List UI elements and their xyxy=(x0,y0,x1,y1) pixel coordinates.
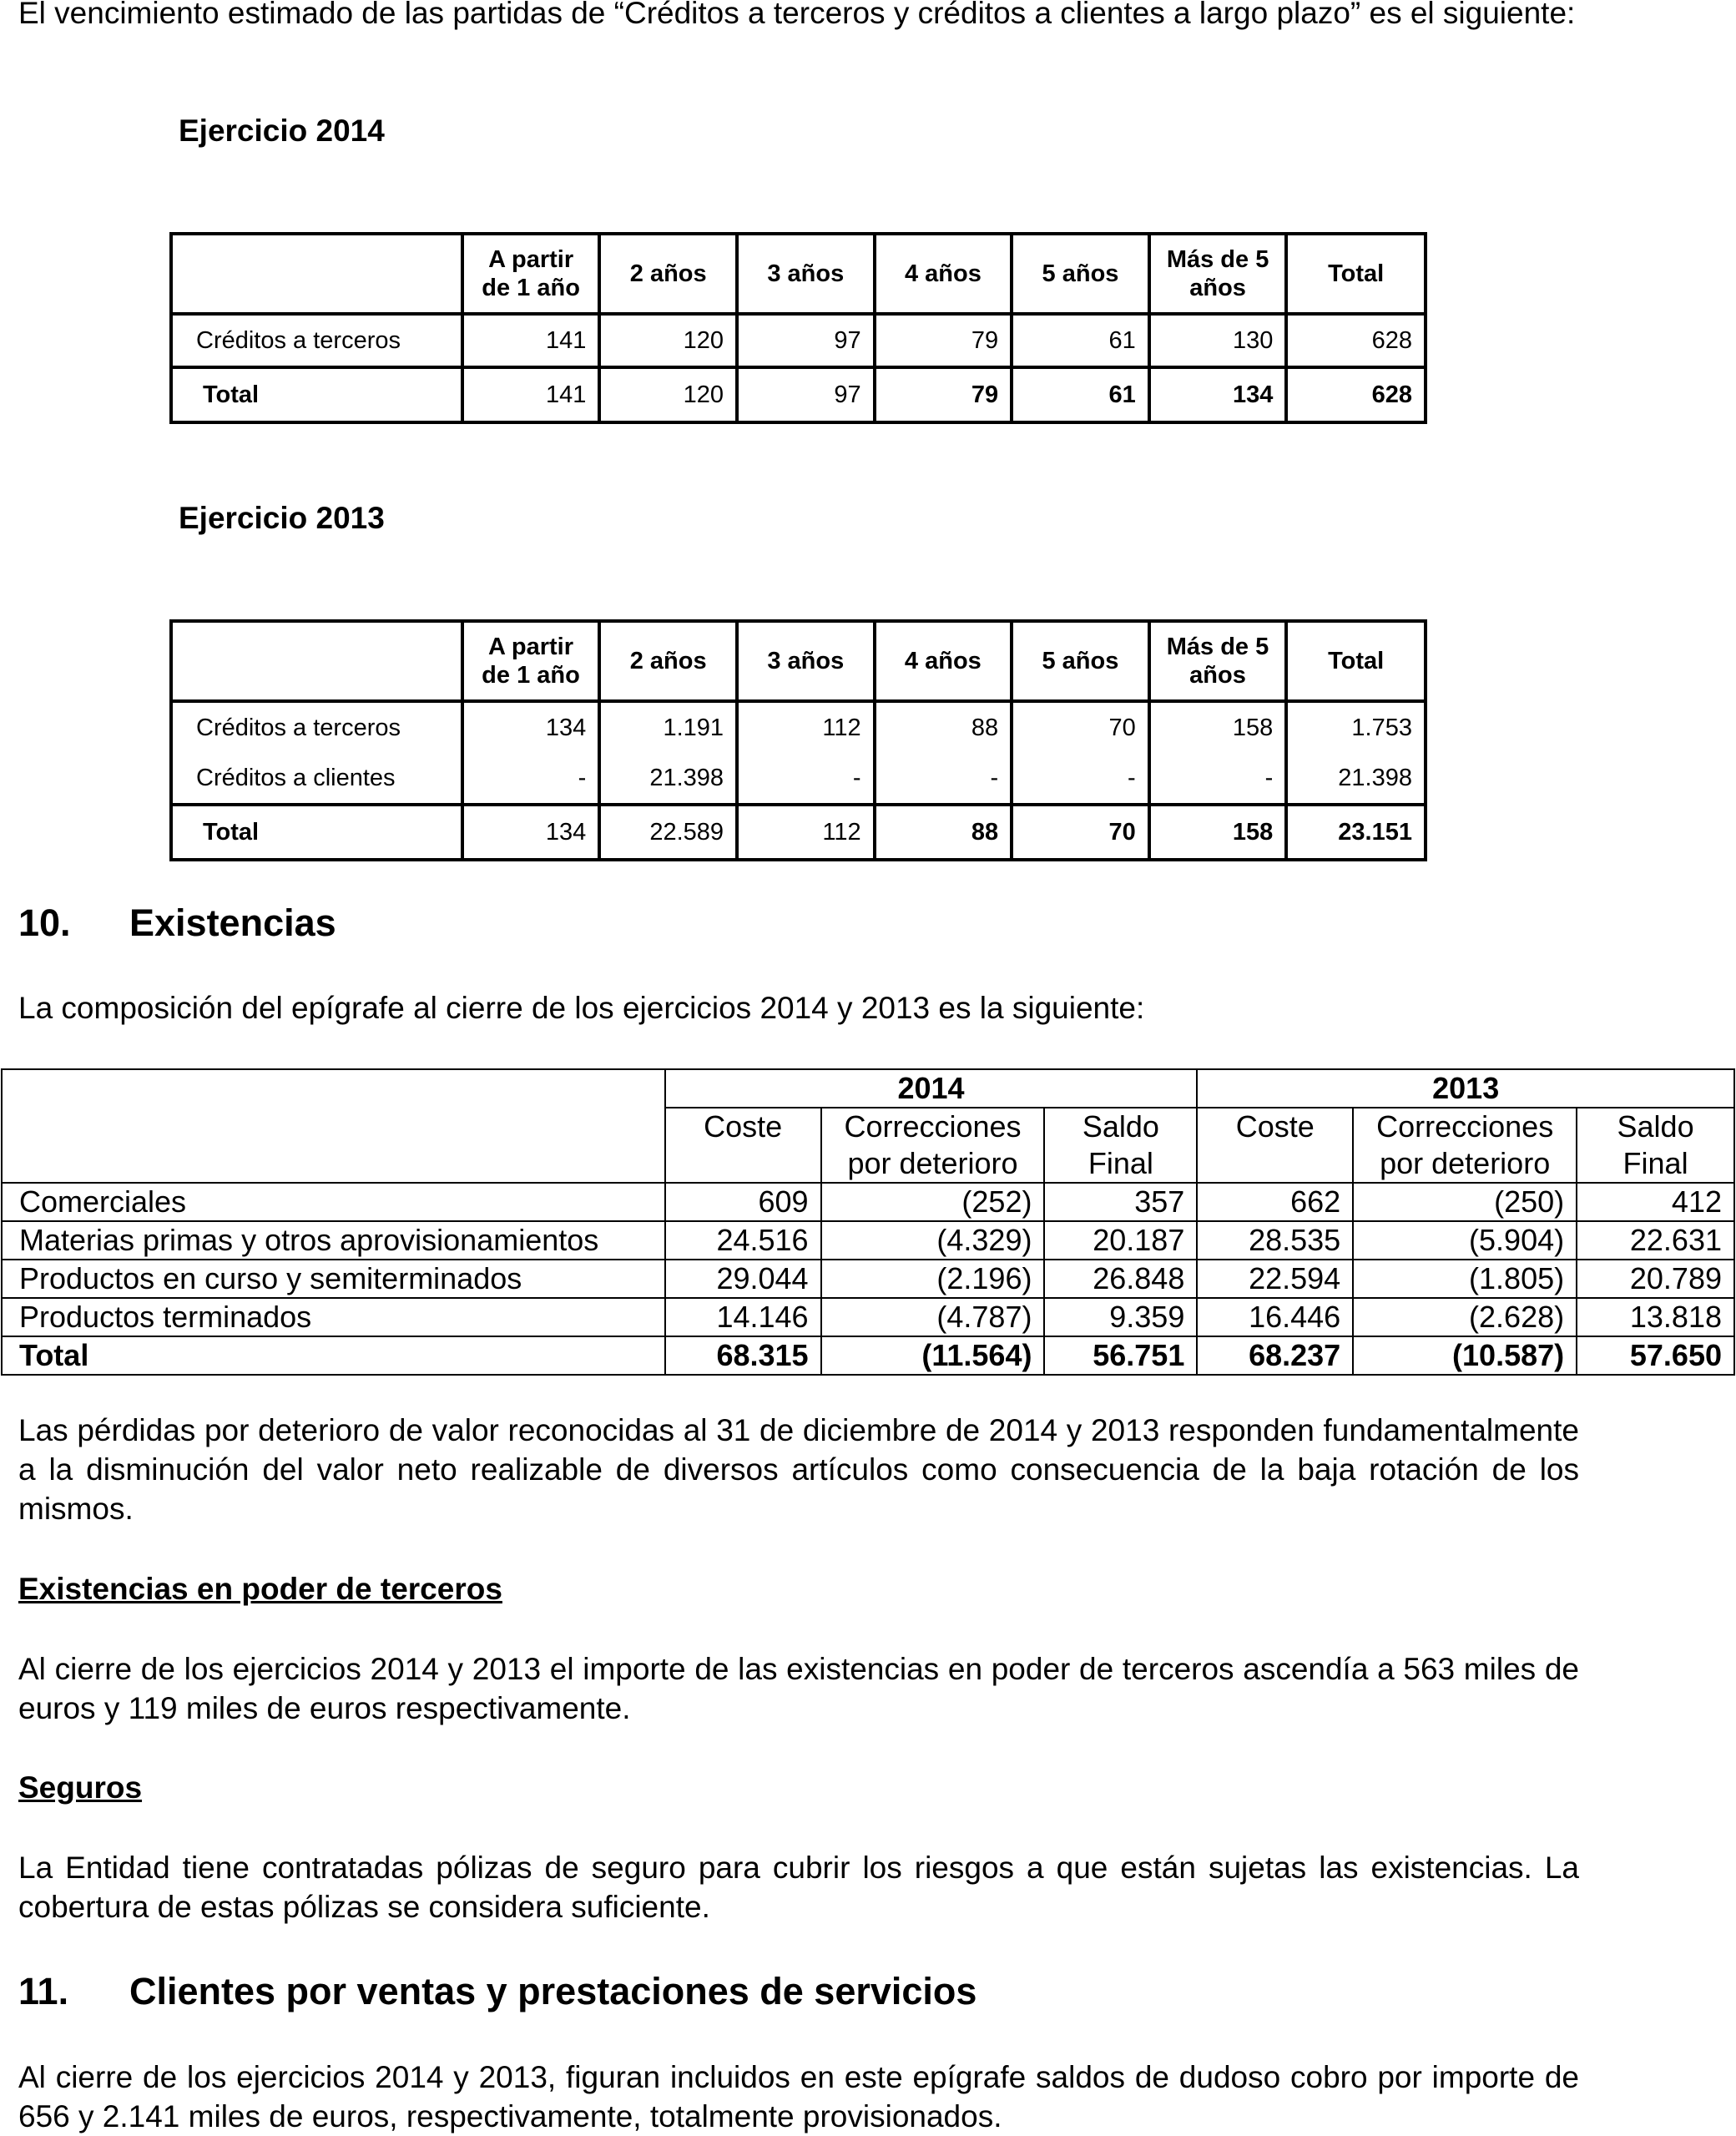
table-cell: 28.535 xyxy=(1197,1221,1353,1260)
intro-paragraph: El vencimiento estimado de las partidas de “Créditos a terceros y créditos a clientes a largo plazo” es el siguiente: xyxy=(18,0,1576,30)
row-label: Materias primas y otros aprovisionamientos xyxy=(2,1221,665,1260)
table-cell: 24.516 xyxy=(665,1221,821,1260)
table-cell: 21.398 xyxy=(599,753,737,805)
column-header: Total xyxy=(1286,234,1426,314)
total-cell: 628 xyxy=(1286,367,1426,422)
existencias-table xyxy=(1,1068,1735,1376)
table-cell: 141 xyxy=(462,314,600,367)
column-header: 3 años xyxy=(737,234,875,314)
column-header: 5 años xyxy=(1012,234,1149,314)
table-cell: 134 xyxy=(462,701,600,753)
section-10-intro: La composición del epígrafe al cierre de los ejercicios 2014 y 2013 es la siguiente: xyxy=(18,991,1145,1025)
total-label: Total xyxy=(2,1336,665,1375)
total-cell: 97 xyxy=(737,367,875,422)
column-header: Más de 5 años xyxy=(1149,234,1287,314)
table-cell: - xyxy=(1149,753,1287,805)
table-cell: 609 xyxy=(665,1183,821,1221)
table-cell: 1.191 xyxy=(599,701,737,753)
year-header: 2013 xyxy=(1197,1069,1734,1108)
seguros-heading: Seguros xyxy=(18,1770,143,1805)
total-cell: 61 xyxy=(1012,367,1149,422)
seguros-paragraph: La Entidad tiene contratadas pólizas de seguro para cubrir los riesgos a que están sujetas las existencias. La cobertura de estas pólizas se considera suficiente. xyxy=(18,1851,1579,1924)
total-cell: 141 xyxy=(462,367,600,422)
maturity-table-2013 xyxy=(169,619,1427,861)
table-cell: 13.818 xyxy=(1577,1298,1734,1336)
section-title: Clientes por ventas y prestaciones de servicios xyxy=(129,1970,977,2012)
table-cell: 21.398 xyxy=(1286,753,1426,805)
table-cell: 26.848 xyxy=(1044,1260,1197,1298)
column-header: 4 años xyxy=(875,234,1012,314)
table-cell: (2.628) xyxy=(1353,1298,1577,1336)
ejercicio-2013-title: Ejercicio 2013 xyxy=(179,501,385,535)
table-cell: - xyxy=(1012,753,1149,805)
total-cell: 158 xyxy=(1149,805,1287,860)
column-header xyxy=(171,621,462,701)
row-label: Productos en curso y semiterminados xyxy=(2,1260,665,1298)
column-header: Coste xyxy=(665,1108,821,1183)
table-cell: 112 xyxy=(737,701,875,753)
row-label: Productos terminados xyxy=(2,1298,665,1336)
total-row xyxy=(171,367,1426,422)
total-cell: (11.564) xyxy=(821,1336,1045,1375)
table-cell: 14.146 xyxy=(665,1298,821,1336)
row-label: Créditos a terceros xyxy=(171,701,462,753)
terceros-paragraph: Al cierre de los ejercicios 2014 y 2013 el importe de las existencias en poder de terceros ascendía a 563 miles de euros y 119 miles de euros respectivamente. xyxy=(18,1652,1579,1725)
table-cell: 1.753 xyxy=(1286,701,1426,753)
column-header: 5 años xyxy=(1012,621,1149,701)
table-cell: 20.187 xyxy=(1044,1221,1197,1260)
table-cell: 16.446 xyxy=(1197,1298,1353,1336)
column-header xyxy=(171,234,462,314)
year-header-row xyxy=(2,1069,1734,1108)
total-cell: 112 xyxy=(737,805,875,860)
table-row xyxy=(171,314,1426,367)
column-header: A partir de 1 año xyxy=(462,621,600,701)
total-cell: 88 xyxy=(875,805,1012,860)
table-header-row xyxy=(171,234,1426,314)
table-cell: (4.329) xyxy=(821,1221,1045,1260)
table-cell: 20.789 xyxy=(1577,1260,1734,1298)
table-row xyxy=(2,1260,1734,1298)
total-cell: 134 xyxy=(462,805,600,860)
table-cell: - xyxy=(462,753,600,805)
table-cell: 130 xyxy=(1149,314,1287,367)
ejercicio-2014-title: Ejercicio 2014 xyxy=(179,114,385,148)
column-header: Saldo Final xyxy=(1044,1108,1197,1183)
table-cell: 357 xyxy=(1044,1183,1197,1221)
deterioro-paragraph: Las pérdidas por deterioro de valor reconocidas al 31 de diciembre de 2014 y 2013 responden fundamentalmente a la disminución del valor neto realizable de diversos artículos como consecuencia de la baja rotación de los mismos. xyxy=(18,1413,1579,1526)
table-cell: (252) xyxy=(821,1183,1045,1221)
section-11-heading xyxy=(18,1970,976,2013)
column-header: Más de 5 años xyxy=(1149,621,1287,701)
table-cell: 628 xyxy=(1286,314,1426,367)
table-cell: 61 xyxy=(1012,314,1149,367)
table-cell: 29.044 xyxy=(665,1260,821,1298)
section-10-heading xyxy=(18,901,336,945)
column-header: Correcciones por deterioro xyxy=(821,1108,1045,1183)
table-cell: (2.196) xyxy=(821,1260,1045,1298)
total-cell: 57.650 xyxy=(1577,1336,1734,1375)
total-row xyxy=(171,805,1426,860)
column-header: A partir de 1 año xyxy=(462,234,600,314)
table-cell: 22.631 xyxy=(1577,1221,1734,1260)
table-cell: 412 xyxy=(1577,1183,1734,1221)
row-label: Créditos a terceros xyxy=(171,314,462,367)
total-cell: 68.237 xyxy=(1197,1336,1353,1375)
table-cell: 158 xyxy=(1149,701,1287,753)
table-cell: 97 xyxy=(737,314,875,367)
table-cell: 70 xyxy=(1012,701,1149,753)
table-cell: 9.359 xyxy=(1044,1298,1197,1336)
table-cell: 662 xyxy=(1197,1183,1353,1221)
table-header-row xyxy=(171,621,1426,701)
column-header: Saldo Final xyxy=(1577,1108,1734,1183)
section-11-paragraph: Al cierre de los ejercicios 2014 y 2013, figuran incluidos en este epígrafe saldos de dudoso cobro por importe de 656 y 2.141 miles de euros, respectivamente, totalmente provisionados. xyxy=(18,2060,1579,2133)
table-row xyxy=(2,1183,1734,1221)
column-header: 3 años xyxy=(737,621,875,701)
section-number: 11. xyxy=(18,1970,69,2012)
column-header: Coste xyxy=(1197,1108,1353,1183)
table-cell: (250) xyxy=(1353,1183,1577,1221)
total-cell: 56.751 xyxy=(1044,1336,1197,1375)
table-cell: (5.904) xyxy=(1353,1221,1577,1260)
total-cell: 68.315 xyxy=(665,1336,821,1375)
blank-header xyxy=(2,1069,665,1183)
table-row xyxy=(171,701,1426,753)
column-header: 2 años xyxy=(599,234,737,314)
total-cell: 79 xyxy=(875,367,1012,422)
section-title: Existencias xyxy=(129,901,336,944)
maturity-table-2014 xyxy=(169,232,1427,424)
column-header: Total xyxy=(1286,621,1426,701)
total-cell: 134 xyxy=(1149,367,1287,422)
table-row xyxy=(171,753,1426,805)
column-header: 2 años xyxy=(599,621,737,701)
table-cell: 120 xyxy=(599,314,737,367)
table-row xyxy=(2,1298,1734,1336)
year-header: 2014 xyxy=(665,1069,1198,1108)
total-cell: (10.587) xyxy=(1353,1336,1577,1375)
table-row xyxy=(2,1221,1734,1260)
total-cell: 22.589 xyxy=(599,805,737,860)
total-row xyxy=(2,1336,1734,1375)
row-label: Comerciales xyxy=(2,1183,665,1221)
terceros-heading: Existencias en poder de terceros xyxy=(18,1572,502,1606)
row-label: Créditos a clientes xyxy=(171,753,462,805)
total-cell: 120 xyxy=(599,367,737,422)
table-cell: - xyxy=(737,753,875,805)
column-header: 4 años xyxy=(875,621,1012,701)
total-label: Total xyxy=(171,805,462,860)
total-label: Total xyxy=(171,367,462,422)
table-cell: - xyxy=(875,753,1012,805)
table-cell: 79 xyxy=(875,314,1012,367)
section-number: 10. xyxy=(18,901,71,944)
table-cell: 88 xyxy=(875,701,1012,753)
table-cell: (1.805) xyxy=(1353,1260,1577,1298)
table-cell: 22.594 xyxy=(1197,1260,1353,1298)
column-header: Correcciones por deterioro xyxy=(1353,1108,1577,1183)
total-cell: 70 xyxy=(1012,805,1149,860)
total-cell: 23.151 xyxy=(1286,805,1426,860)
table-cell: (4.787) xyxy=(821,1298,1045,1336)
